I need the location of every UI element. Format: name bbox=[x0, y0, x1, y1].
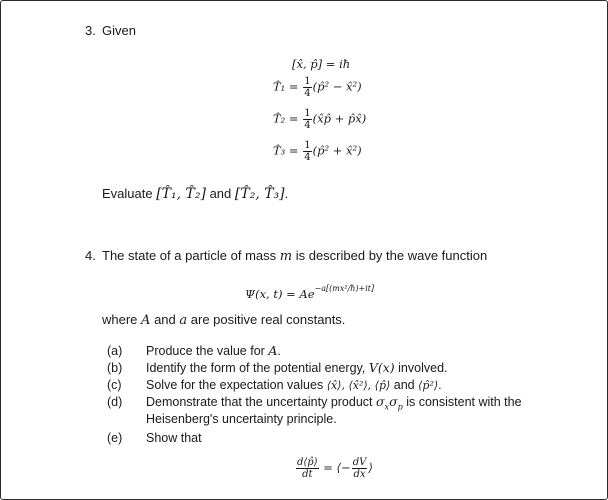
part-d-sub-x: x bbox=[384, 402, 390, 412]
t1-rhs: (p̂² − x̂²) bbox=[312, 79, 362, 94]
ehrenfest-close: ⟩ bbox=[368, 460, 373, 475]
where-line bbox=[102, 312, 345, 329]
t1-fraction bbox=[303, 76, 311, 99]
q4-mass-symbol: m bbox=[279, 249, 293, 264]
ehrenfest-den1: dt bbox=[302, 469, 313, 480]
part-a-end: . bbox=[277, 344, 281, 358]
t2-rhs: (x̂p̂ + p̂x̂) bbox=[312, 111, 367, 126]
part-c-text bbox=[146, 377, 442, 394]
part-b-end: involved. bbox=[398, 361, 448, 375]
where-A: A bbox=[141, 313, 151, 328]
part-c-math: ⟨x̂⟩, ⟨x̂²⟩, ⟨p̂⟩ bbox=[326, 379, 391, 392]
part-d-end: is consistent with the bbox=[406, 395, 522, 409]
t2-den: 4 bbox=[304, 120, 311, 131]
ehrenfest-den2: dx bbox=[353, 469, 366, 480]
part-c-body: Solve for the expectation values bbox=[146, 378, 324, 392]
part-b-text bbox=[146, 360, 448, 376]
wave-exponent: −a[(mx²/ħ)+it] bbox=[314, 284, 375, 294]
t3-lhs: T̂₃ bbox=[273, 143, 286, 158]
t3-fraction bbox=[303, 140, 311, 163]
commutator-text: [x̂, p̂] = iħ bbox=[292, 57, 351, 71]
t1-lhs: T̂₁ bbox=[273, 79, 286, 94]
where-post: are positive real constants. bbox=[190, 312, 346, 327]
t3-den: 4 bbox=[304, 152, 311, 163]
part-a-body: Produce the value for bbox=[146, 344, 265, 358]
part-b-math: V(x) bbox=[368, 360, 395, 375]
q4-intro-post: is described by the wave function bbox=[295, 248, 488, 263]
part-c-and: and bbox=[393, 378, 415, 392]
where-and: and bbox=[154, 312, 176, 327]
ehrenfest-num1: d⟨p̂⟩ bbox=[297, 457, 318, 468]
part-d-line2: Heisenberg's uncertainty principle. bbox=[146, 412, 337, 426]
t3-equation: T̂₃ = $\frac{1}{4}$ (p̂² + x̂²) bbox=[273, 140, 362, 163]
t1-den: 4 bbox=[304, 88, 311, 99]
t2-equation: T̂₂ = $\frac{1}{4}$ (x̂p̂ + p̂x̂) bbox=[273, 108, 367, 131]
q4-intro bbox=[102, 248, 487, 265]
t1-num: 1 bbox=[304, 76, 311, 87]
part-a-math: A bbox=[268, 343, 278, 358]
q3-intro: Given bbox=[102, 23, 136, 38]
evaluate-prefix: Evaluate bbox=[102, 186, 153, 201]
part-c-label: (c) bbox=[107, 378, 122, 392]
q4-intro-pre: The state of a particle of mass bbox=[102, 248, 277, 263]
ehrenfest-mid: = ⟨− bbox=[323, 460, 351, 475]
t2-fraction bbox=[303, 108, 311, 131]
ehrenfest-lhs-fraction bbox=[296, 457, 319, 480]
wave-lhs: Ψ(x, t) = Ae bbox=[245, 287, 315, 301]
where-a: a bbox=[179, 313, 188, 328]
part-b-label: (b) bbox=[107, 361, 123, 375]
t2-lhs: T̂₂ bbox=[273, 111, 286, 126]
part-a-label: (a) bbox=[107, 344, 123, 358]
part-d-text bbox=[146, 394, 522, 410]
evaluate-and: and bbox=[209, 186, 232, 201]
q4-number: 4. bbox=[85, 248, 96, 263]
part-b-body: Identify the form of the potential energy, bbox=[146, 361, 366, 375]
part-e-label: (e) bbox=[107, 431, 123, 445]
commutator-equation bbox=[292, 56, 350, 72]
where-pre: where bbox=[102, 312, 138, 327]
ehrenfest-rhs-fraction bbox=[352, 457, 368, 480]
commutator-t2-t3: [T̂₂, T̂₃] bbox=[234, 186, 285, 202]
q3-number: 3. bbox=[85, 23, 96, 38]
part-d-sub-p: p bbox=[397, 402, 403, 412]
part-c-math2: ⟨p̂²⟩ bbox=[418, 379, 439, 392]
t2-num: 1 bbox=[304, 108, 311, 119]
t1-equation: T̂₁ = $\frac{1}{4}$ (p̂² − x̂²) bbox=[273, 76, 362, 99]
commutator-t1-t2: [T̂₁, T̂₂] bbox=[156, 186, 206, 202]
part-d-sigma-x: σ bbox=[376, 394, 385, 409]
evaluate-period: . bbox=[284, 186, 289, 201]
part-d-body: Demonstrate that the uncertainty product bbox=[146, 395, 373, 409]
part-c-end: . bbox=[438, 378, 442, 392]
wave-function-equation bbox=[245, 286, 374, 302]
part-d-sigma-p: σ bbox=[389, 394, 398, 409]
t3-rhs: (p̂² + x̂²) bbox=[312, 143, 362, 158]
ehrenfest-num2: dV bbox=[352, 457, 367, 468]
evaluate-line bbox=[102, 186, 288, 202]
part-e-text: Show that bbox=[146, 431, 202, 445]
part-a-text bbox=[146, 343, 281, 359]
t3-num: 1 bbox=[304, 140, 311, 151]
ehrenfest-equation bbox=[295, 457, 373, 480]
part-d-label: (d) bbox=[107, 395, 123, 409]
